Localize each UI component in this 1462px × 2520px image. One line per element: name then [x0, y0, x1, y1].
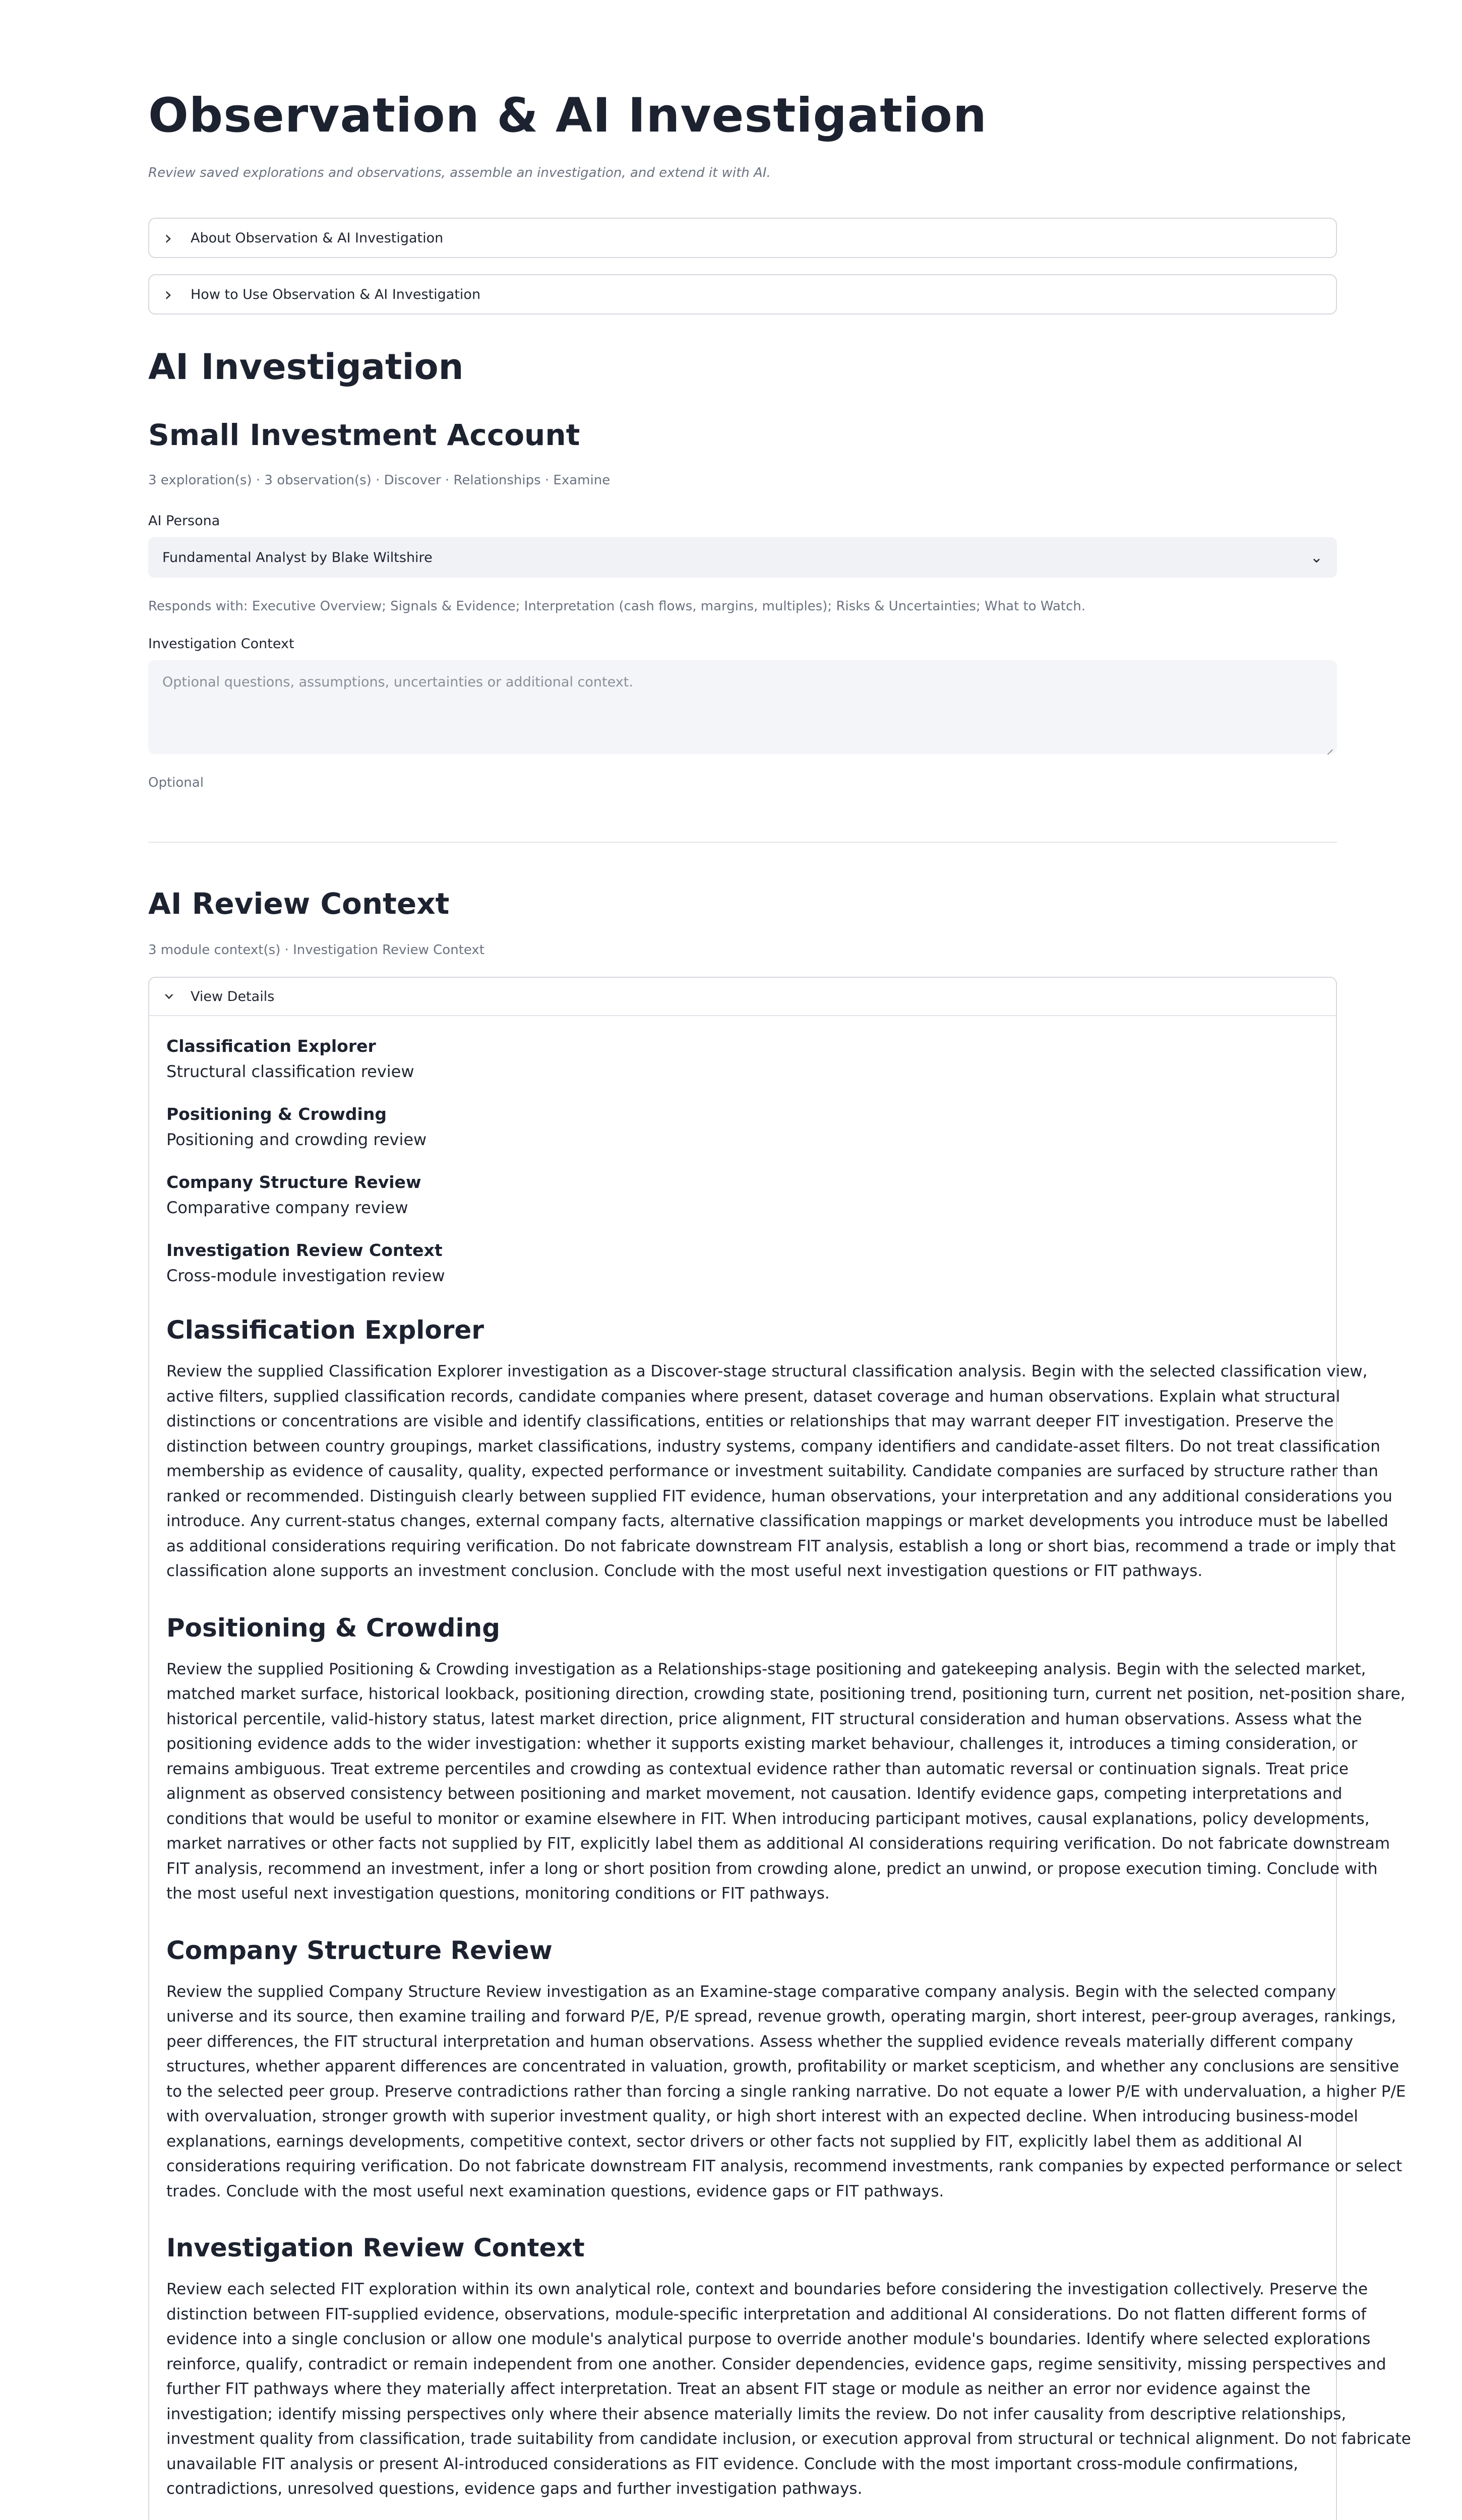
review-context-heading: AI Review Context: [148, 887, 450, 921]
paragraph-line: evidence into a single conclusion or allow one module's analytical purpose to override another module's boundaries. Identify where selected explorations: [166, 2330, 1371, 2348]
module-subtitle: Cross-module investigation review: [166, 1266, 445, 1285]
ai-investigation-heading: AI Investigation: [148, 346, 464, 388]
paragraph-line: explanations, earnings developments, competitive context, sector drivers or other facts not supplied by FIT, explicitly label them as additional AI: [166, 2132, 1303, 2151]
context-textarea[interactable]: [148, 660, 1337, 754]
paragraph-line: market narratives or other facts not supplied by FIT, explicitly label them as additional AI considerations requiring verification. Do not fabricate downstream: [166, 1835, 1390, 1853]
paragraph-line: reinforce, qualify, contradict or remain independent from one another. Consider dependencies, evidence gaps, regime sensitivity, missing perspectives and: [166, 2355, 1386, 2373]
paragraph-line: classification alone supports an investment conclusion. Conclude with the most useful next investigation questions or FIT pathways.: [166, 1562, 1203, 1580]
context-section-paragraph: [166, 2277, 1411, 2502]
module-item: [166, 1036, 1321, 1104]
page-title: Observation & AI Investigation: [148, 88, 987, 143]
module-subtitle: Positioning and crowding review: [166, 1130, 427, 1149]
module-title: Investigation Review Context: [166, 1240, 443, 1260]
paragraph-line: distinction between FIT-supplied evidence, observations, module-specific interpretation and additional AI considerations. Do not flatten different forms of: [166, 2305, 1367, 2323]
context-section-heading: Positioning & Crowding: [166, 1613, 501, 1643]
howto-expander-label: How to Use Observation & AI Investigation: [191, 286, 481, 302]
module-title: Company Structure Review: [166, 1172, 421, 1192]
paragraph-line: Review the supplied Classification Explorer investigation as a Discover-stage structural classification analysis. Begin with the selected classification view,: [166, 1362, 1368, 1380]
paragraph-line: active filters, supplied classification records, candidate companies where present, dataset coverage and human observations. Explain what structural: [166, 1387, 1341, 1406]
paragraph-line: FIT analysis, recommend an investment, infer a long or short position from crowding alone, predict an unwind, or propose execution timing. Conclude with: [166, 1859, 1378, 1878]
context-section-paragraph: [166, 1980, 1406, 2204]
context-section-heading: Investigation Review Context: [166, 2233, 585, 2262]
paragraph-line: membership as evidence of causality, quality, expected performance or investment suitability. Candidate companies are surfaced by structure rather than: [166, 1462, 1378, 1480]
paragraph-line: further FIT pathways where they materially affect interpretation. Treat an absent FIT stage or module as neither an error nor evidence against the: [166, 2380, 1311, 2398]
context-help: Optional: [148, 775, 204, 790]
review-context-meta: 3 module context(s) · Investigation Review Context: [148, 942, 485, 958]
module-title: Positioning & Crowding: [166, 1104, 387, 1124]
module-subtitle: Comparative company review: [166, 1198, 408, 1217]
paragraph-line: remains ambiguous. Treat extreme percentiles and crowding as contextual evidence rather than automatic reversal or continuation signals. Treat price: [166, 1759, 1349, 1778]
about-expander[interactable]: [148, 218, 1337, 258]
paragraph-line: distinctions or concentrations are visible and identify classifications, entities or relationships that may warrant deeper FIT investigation. Preserve the: [166, 1412, 1334, 1430]
paragraph-line: peer differences, the FIT structural interpretation and human observations. Assess whether the supplied evidence reveals materially different company: [166, 2032, 1354, 2051]
module-item: [166, 1240, 1321, 1308]
paragraph-line: conditions that would be useful to monitor or examine elsewhere in FIT. When introducing participant motives, causal explanations, policy developments,: [166, 1809, 1370, 1828]
paragraph-line: considerations requiring verification. Do not fabricate downstream FIT analysis, recommend investments, rank companies by expected performance or select: [166, 2157, 1403, 2175]
context-section: [166, 1613, 1406, 1907]
view-details-expander[interactable]: [148, 977, 1411, 2520]
paragraph-line: investigation; identify missing perspectives only where their absence materially limits the review. Do not infer causality from descriptive relationships,: [166, 2405, 1347, 2423]
paragraph-line: as additional considerations requiring verification. Do not fabricate downstream FIT analysis, establish a long or short bias, recommend a trade or imply that: [166, 1537, 1396, 1555]
paragraph-line: universe and its source, then examine trailing and forward P/E, P/E spread, revenue growth, operating margin, short interest, peer-group averages, rankings,: [166, 2007, 1396, 2026]
module-item: [166, 1104, 1321, 1172]
persona-label: AI Persona: [148, 513, 220, 529]
chevron-right-icon: [164, 228, 191, 248]
module-subtitle: Structural classification review: [166, 1062, 414, 1081]
paragraph-line: matched market surface, historical lookback, positioning direction, crowding state, positioning trend, positioning turn, current net position, net-position share,: [166, 1685, 1406, 1703]
paragraph-line: unavailable FIT analysis or present AI-introduced considerations as FIT evidence. Conclude with the most important cross-module confirmations,: [166, 2454, 1299, 2473]
context-label: Investigation Context: [148, 636, 294, 652]
view-details-label: View Details: [191, 988, 275, 1004]
paragraph-line: alignment as observed consistency between positioning and market movement, not causation. Identify evidence gaps, competing interpretations and: [166, 1785, 1343, 1803]
paragraph-line: positioning evidence adds to the wider investigation: whether it supports existing market behaviour, challenges it, introduces a timing consideration, or: [166, 1735, 1358, 1753]
resize-handle-icon[interactable]: [1326, 743, 1334, 751]
paragraph-line: Review each selected FIT exploration within its own analytical role, context and boundaries before considering the investigation collectively. Preserve the: [166, 2280, 1368, 2298]
paragraph-line: to the selected peer group. Preserve contradictions rather than forcing a single ranking narrative. Do not equate a lower P/E with undervaluation, a higher P/E: [166, 2082, 1406, 2101]
chevron-right-icon: [164, 285, 191, 304]
paragraph-line: historical percentile, valid-history status, latest market direction, price alignment, FIT structural consideration and human observations. Assess what the: [166, 1710, 1362, 1728]
module-title: Classification Explorer: [166, 1036, 376, 1056]
module-item: [166, 1172, 1321, 1240]
paragraph-line: Review the supplied Company Structure Review investigation as an Examine-stage comparative company analysis. Begin with the selected company: [166, 1982, 1336, 2001]
paragraph-line: investment quality from classification, trade suitability from candidate inclusion, or execution approval from structural or technical alignment. Do not fabricate: [166, 2430, 1411, 2448]
context-section: [166, 1315, 1396, 1584]
paragraph-line: contradictions, unresolved questions, evidence gaps and further investigation pathways.: [166, 2480, 863, 2498]
paragraph-line: the most useful next investigation questions, monitoring conditions or FIT pathways.: [166, 1884, 830, 1903]
context-section: [166, 2233, 1411, 2502]
divider: [148, 842, 1337, 843]
paragraph-line: ranked or recommended. Distinguish clearly between supplied FIT evidence, human observations, your interpretation and any additional considerations you: [166, 1487, 1392, 1505]
chevron-down-icon: ⌄: [1310, 548, 1323, 566]
context-sections: [166, 1315, 1411, 2502]
persona-select[interactable]: [148, 537, 1337, 578]
module-list: [166, 1036, 1321, 1308]
paragraph-line: introduce. Any current-status changes, external company facts, alternative classification mappings or market developments you introduce must be labelled: [166, 1512, 1388, 1530]
context-placeholder: Optional questions, assumptions, uncertainties or additional context.: [162, 674, 633, 690]
paragraph-line: Review the supplied Positioning & Crowding investigation as a Relationships-stage positioning and gatekeeping analysis. Begin with the selected market,: [166, 1660, 1366, 1678]
persona-select-value: Fundamental Analyst by Blake Wiltshire: [162, 549, 433, 565]
paragraph-line: with overvaluation, stronger growth with superior investment quality, or high short interest with an expected decline. When introducing business-model: [166, 2107, 1358, 2125]
context-section-paragraph: [166, 1359, 1396, 1584]
persona-note: Responds with: Executive Overview; Signals & Evidence; Interpretation (cash flows, margins, multiples); Risks & Uncertainties; What to Watch.: [148, 599, 1086, 614]
page-subtitle: Review saved explorations and observations, assemble an investigation, and extend it with AI.: [148, 165, 771, 180]
account-meta: 3 exploration(s) · 3 observation(s) · Discover · Relationships · Examine: [148, 473, 611, 488]
paragraph-line: structures, whether apparent differences are concentrated in valuation, growth, profitability or market scepticism, and whether any conclusions are sensitive: [166, 2057, 1399, 2075]
paragraph-line: trades. Conclude with the most useful next examination questions, evidence gaps or FIT pathways.: [166, 2182, 944, 2200]
context-section: [166, 1935, 1406, 2204]
context-section-heading: Company Structure Review: [166, 1935, 553, 1965]
chevron-down-icon: [164, 987, 191, 1006]
paragraph-line: distinction between country groupings, market classifications, industry systems, company identifiers and candidate-asset filters. Do not treat classification: [166, 1437, 1380, 1456]
context-section-heading: Classification Explorer: [166, 1315, 484, 1345]
howto-expander[interactable]: [148, 274, 1337, 314]
account-title: Small Investment Account: [148, 418, 580, 452]
context-section-paragraph: [166, 1657, 1406, 1907]
about-expander-label: About Observation & AI Investigation: [191, 230, 444, 246]
